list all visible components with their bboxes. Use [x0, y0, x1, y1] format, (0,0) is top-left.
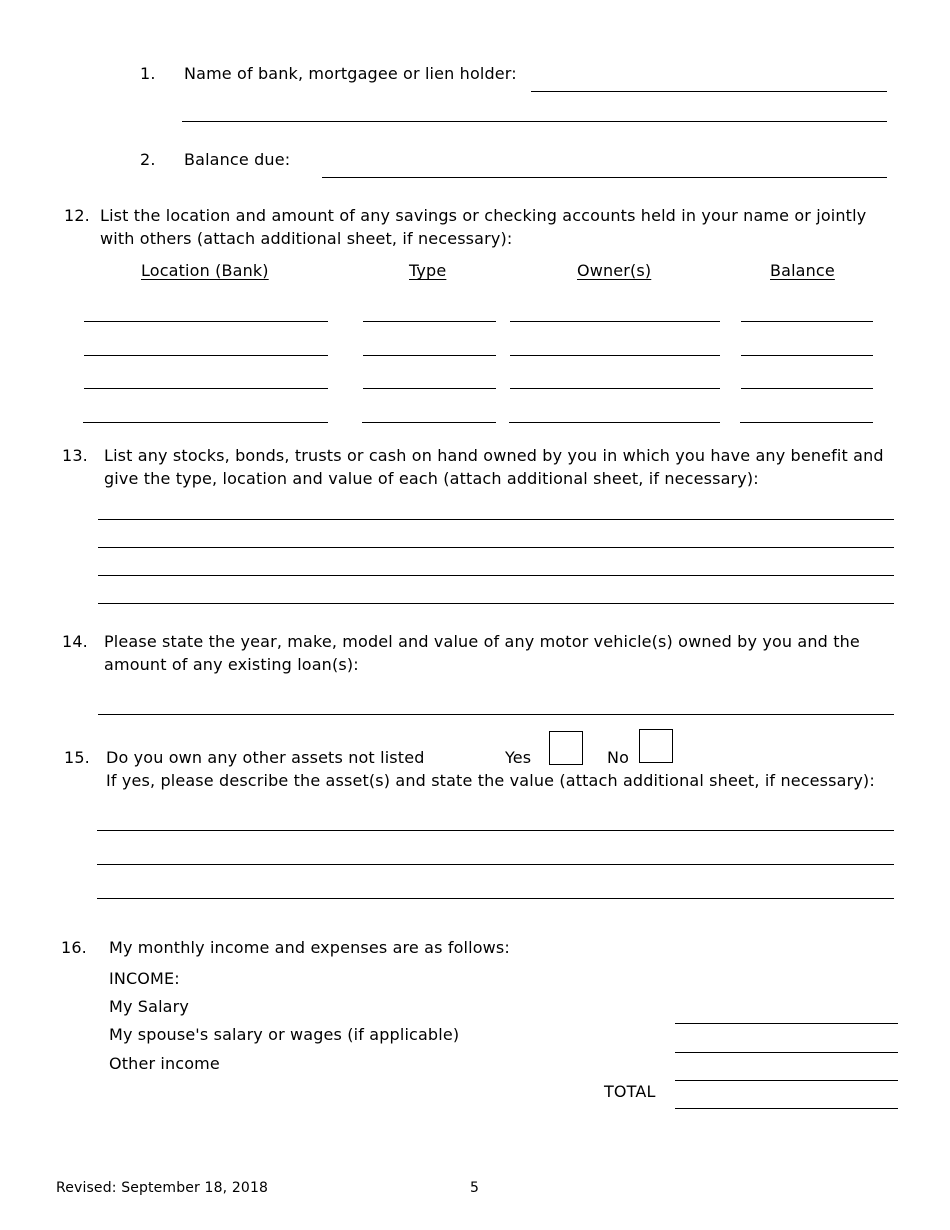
vehicle-field-line[interactable]: [98, 714, 894, 715]
account-type-field[interactable]: [362, 422, 496, 423]
yes-checkbox[interactable]: [549, 731, 583, 765]
account-balance-field[interactable]: [741, 388, 873, 389]
other-assets-field-line[interactable]: [97, 898, 894, 899]
income-heading: INCOME:: [109, 969, 180, 988]
item-2-label: Balance due:: [184, 150, 291, 169]
q14-text-line-1: Please state the year, make, model and value of any motor vehicle(s) owned by you and the: [104, 632, 860, 651]
column-header-location: Location (Bank): [141, 261, 269, 280]
item-1-number: 1.: [140, 64, 156, 83]
bank-name-field-line-2[interactable]: [182, 121, 887, 122]
q13-text-line-2: give the type, location and value of each (attach additional sheet, if necessary):: [104, 469, 759, 488]
no-label: No: [607, 748, 630, 767]
income-item-spouse-salary: My spouse's salary or wages (if applicable): [109, 1025, 460, 1044]
q16-number: 16.: [61, 938, 87, 957]
q12-text-line-1: List the location and amount of any savings or checking accounts held in your name or jointly: [100, 206, 867, 225]
other-assets-field-line[interactable]: [97, 830, 894, 831]
q14-text-line-2: amount of any existing loan(s):: [104, 655, 359, 674]
account-balance-field[interactable]: [741, 355, 873, 356]
account-balance-field[interactable]: [740, 422, 873, 423]
income-total-field[interactable]: [675, 1108, 898, 1109]
income-total-label: TOTAL: [604, 1082, 656, 1101]
column-header-owners: Owner(s): [577, 261, 652, 280]
q14-number: 14.: [62, 632, 88, 651]
revised-date: Revised: September 18, 2018: [56, 1180, 269, 1196]
q13-number: 13.: [62, 446, 88, 465]
account-location-field[interactable]: [83, 422, 328, 423]
account-location-field[interactable]: [84, 321, 328, 322]
assets-field-line[interactable]: [98, 519, 894, 520]
my-salary-field[interactable]: [675, 1023, 898, 1024]
no-checkbox[interactable]: [639, 729, 673, 763]
account-location-field[interactable]: [84, 388, 328, 389]
account-type-field[interactable]: [363, 388, 496, 389]
assets-field-line[interactable]: [98, 603, 894, 604]
q15-number: 15.: [64, 748, 90, 767]
balance-due-field-line[interactable]: [322, 177, 887, 178]
page-number: 5: [470, 1180, 480, 1196]
assets-field-line[interactable]: [98, 547, 894, 548]
item-1-label: Name of bank, mortgagee or lien holder:: [184, 64, 517, 83]
column-header-balance: Balance: [770, 261, 835, 280]
item-2-number: 2.: [140, 150, 156, 169]
account-type-field[interactable]: [363, 355, 496, 356]
account-owner-field[interactable]: [510, 388, 720, 389]
account-owner-field[interactable]: [509, 422, 720, 423]
q13-text-line-1: List any stocks, bonds, trusts or cash on hand owned by you in which you have any benefit and: [104, 446, 884, 465]
assets-field-line[interactable]: [98, 575, 894, 576]
q16-intro: My monthly income and expenses are as follows:: [109, 938, 510, 957]
account-owner-field[interactable]: [510, 355, 720, 356]
q15-text-line-2: If yes, please describe the asset(s) and state the value (attach additional sheet, if necessary):: [106, 771, 875, 790]
income-item-other: Other income: [109, 1054, 220, 1073]
column-header-type: Type: [409, 261, 447, 280]
account-type-field[interactable]: [363, 321, 496, 322]
other-income-field[interactable]: [675, 1080, 898, 1081]
q12-text-line-2: with others (attach additional sheet, if necessary):: [100, 229, 513, 248]
other-assets-field-line[interactable]: [97, 864, 894, 865]
yes-label: Yes: [505, 748, 532, 767]
account-owner-field[interactable]: [510, 321, 720, 322]
income-item-my-salary: My Salary: [109, 997, 189, 1016]
bank-name-field-line-1[interactable]: [531, 91, 887, 92]
q15-text-line-1: Do you own any other assets not listed: [106, 748, 425, 767]
account-location-field[interactable]: [84, 355, 328, 356]
account-balance-field[interactable]: [741, 321, 873, 322]
q12-number: 12.: [64, 206, 90, 225]
spouse-salary-field[interactable]: [675, 1052, 898, 1053]
